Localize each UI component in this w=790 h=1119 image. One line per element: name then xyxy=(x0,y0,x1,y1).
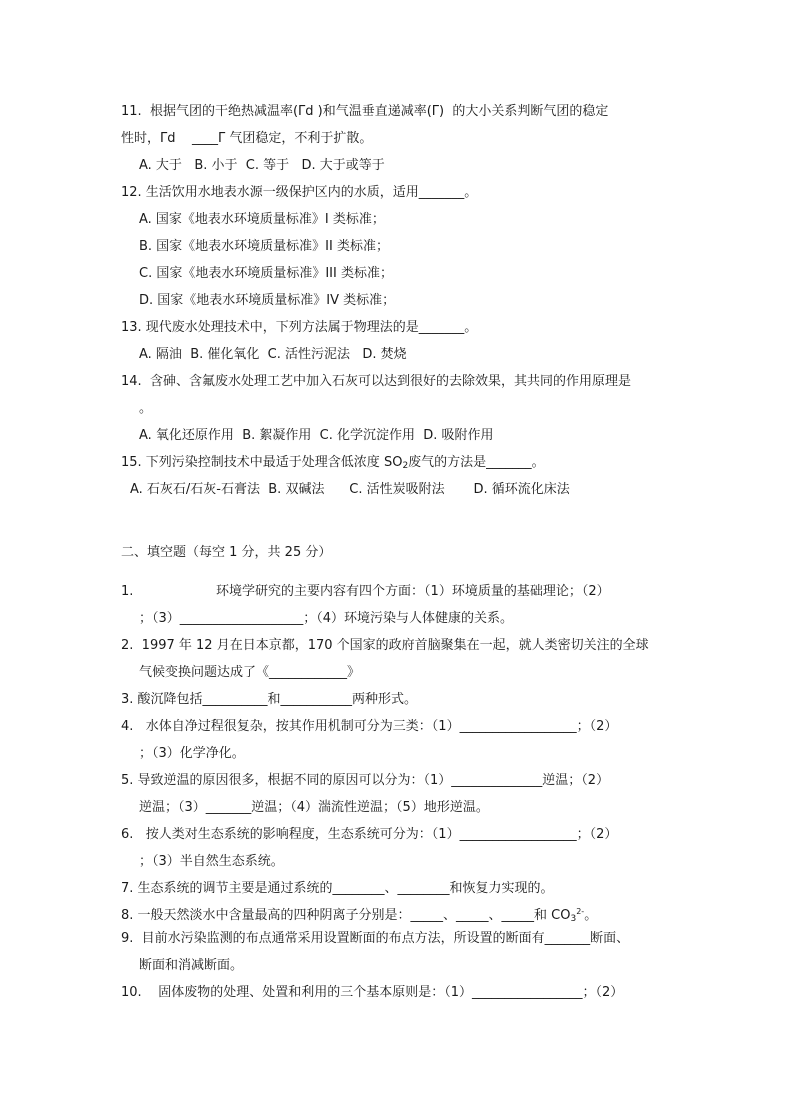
text-line: 10. 固体废物的处理、处置和利用的三个基本原则是：（1）_________________；（2） xyxy=(121,985,624,1000)
text-line: 1. 环境学研究的主要内容有四个方面：（1）环境质量的基础理论；（2） xyxy=(121,584,610,599)
text-line: 15. 下列污染控制技术中最适于处理含低浓度 $SO_2$废气的方法是_______。 xyxy=(121,455,545,471)
text-line: 8. 一般天然淡水中含量最高的四种阴离子分别是：_____、_____、_____和 $CO_3^{2-}$。 xyxy=(121,907,598,924)
text-line: ；（3）半自然生态系统。 xyxy=(139,854,284,869)
text-line: ；（3）化学净化。 xyxy=(139,746,245,761)
text-line: A. 国家《地表水环境质量标准》I 类标准； xyxy=(139,212,385,227)
subscript: 2 xyxy=(402,461,409,471)
text-line: A. 隔油 B. 催化氧化 C. 活性污泥法 D. 焚烧 xyxy=(139,347,407,362)
text-line: 3. 酸沉降包括__________和___________两种形式。 xyxy=(121,692,418,707)
subscript: 3 xyxy=(570,914,577,924)
text-line: A. 氧化还原作用 B. 絮凝作用 C. 化学沉淀作用 D. 吸附作用 xyxy=(139,428,494,443)
superscript: 2- xyxy=(576,907,585,916)
text-line: 。 xyxy=(139,401,153,416)
text-line: C. 国家《地表水环境质量标准》III 类标准； xyxy=(139,266,393,281)
text-line: 断面和消减断面。 xyxy=(139,958,244,973)
text-line: 性时，Γd ____Γ 气团稳定，不利于扩散。 xyxy=(121,131,373,146)
text-line: 气候变换问题达成了《____________》 xyxy=(139,665,361,680)
text-line: 逆温；（3）_______逆温；（4）湍流性逆温；（5）地形逆温。 xyxy=(139,800,489,815)
text-line: A. 石灰石/石灰-石膏法 B. 双碱法 C. 活性炭吸附法 D. 循环流化床法 xyxy=(130,482,570,497)
text-line: 9. 目前水污染监测的布点通常采用设置断面的布点方法，所设置的断面有_______断面、 xyxy=(121,931,630,946)
text-line: 11. 根据气团的干绝热减温率(Γd )和气温垂直递减率(Γ) 的大小关系判断气团的稳定 xyxy=(121,104,609,119)
text-line: 二、填空题（每空 1 分，共 25 分） xyxy=(121,545,332,560)
text-line: B. 国家《地表水环境质量标准》II 类标准； xyxy=(139,239,389,254)
text-line: 5. 导致逆温的原因很多，根据不同的原因可以分为：（1）______________逆温；（2） xyxy=(121,773,610,788)
text-line: ；（3）___________________；（4）环境污染与人体健康的关系。 xyxy=(139,611,514,626)
text-line: 7. 生态系统的调节主要是通过系统的________、________和恢复力实现的。 xyxy=(121,881,554,896)
text-line: 4. 水体自净过程很复杂，按其作用机制可分为三类：（1）__________________；（2） xyxy=(121,719,618,734)
text-line: D. 国家《地表水环境质量标准》IV 类标准； xyxy=(139,293,396,308)
text-line: A. 大于 B. 小于 C. 等于 D. 大于或等于 xyxy=(139,158,385,173)
text-line: 14. 含砷、含氟废水处理工艺中加入石灰可以达到很好的去除效果，其共同的作用原理是 xyxy=(121,374,631,389)
text-line: 2. 1997 年 12 月在日本京都，170 个国家的政府首脑聚集在一起，就人类密切关注的全球 xyxy=(121,638,649,653)
text-line: 6. 按人类对生态系统的影响程度，生态系统可分为：（1）__________________；（2） xyxy=(121,827,618,842)
text-line: 13. 现代废水处理技术中，下列方法属于物理法的是_______。 xyxy=(121,320,478,335)
text-line: 12. 生活饮用水地表水源一级保护区内的水质，适用_______。 xyxy=(121,185,478,200)
